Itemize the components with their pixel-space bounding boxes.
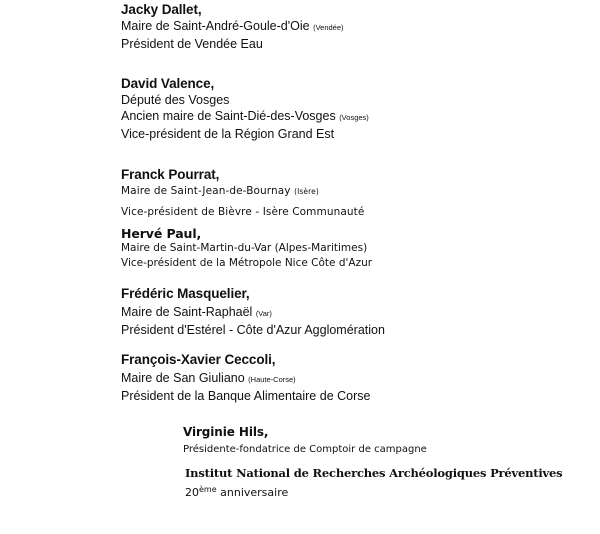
person-name: [121, 76, 369, 92]
entry-francois-xavier-ceccoli: [121, 352, 370, 404]
role-line: [121, 388, 370, 404]
person-name-text: Franck Pourrat: [121, 167, 216, 182]
entry-virginie-hils: [183, 424, 427, 458]
role-line: [121, 304, 385, 322]
role-line: [121, 204, 364, 220]
person-name-text: Virginie Hils: [183, 425, 264, 439]
name-suffix: ,: [197, 2, 202, 17]
person-name-text: François-Xavier Ceccoli: [121, 352, 272, 367]
role-line: [121, 370, 370, 388]
role-text: Maire de Saint-Raphaël: [121, 305, 253, 319]
name-suffix: ,: [215, 167, 220, 182]
person-name-text: Jacky Dallet: [121, 2, 198, 17]
role-text: Présidente-fondatrice de Comptoir de campagne: [183, 444, 427, 455]
person-name: [121, 352, 370, 368]
person-name-text: Frédéric Masquelier: [121, 286, 246, 301]
entry-frederic-masquelier: [121, 286, 385, 338]
institute-block: [185, 465, 562, 502]
anniversary-text: anniversaire: [216, 486, 289, 499]
person-name: [121, 167, 364, 183]
role-text: Maire de San Giuliano: [121, 371, 245, 385]
name-suffix: ,: [210, 76, 215, 91]
role-text: Maire de Saint-Jean-de-Bournay: [121, 185, 291, 197]
role-line: [183, 442, 427, 458]
role-text: Président d'Estérel - Côte d'Azur Agglomération: [121, 323, 385, 337]
role-line: [121, 322, 385, 338]
entry-herve-paul: [121, 226, 372, 271]
role-text: Député des Vosges: [121, 93, 230, 107]
person-name: [121, 286, 385, 302]
role-line: [121, 255, 372, 271]
role-text: Maire de Saint-Martin-du-Var (Alpes-Maritimes): [121, 242, 368, 254]
person-name-text: David Valence: [121, 76, 211, 91]
role-note: (Var): [255, 309, 272, 318]
name-suffix: ,: [263, 425, 269, 439]
role-text: Vice-président de la Métropole Nice Côte d'Azur: [121, 257, 373, 269]
role-line: [121, 183, 364, 200]
name-suffix: ,: [196, 226, 202, 241]
entry-franck-pourrat: [121, 167, 364, 220]
institute-anniversary: [185, 481, 562, 502]
role-note: (Vendée): [313, 23, 344, 32]
role-line: [121, 126, 369, 142]
role-text: Ancien maire de Saint-Dié-des-Vosges: [121, 109, 336, 123]
role-note: (Vosges): [339, 113, 369, 122]
role-text: Maire de Saint-André-Goule-d'Oie: [121, 19, 310, 33]
role-line: [121, 18, 344, 36]
person-name: [183, 424, 427, 440]
entry-david-valence: [121, 76, 369, 142]
role-text: Vice-président de Bièvre - Isère Communauté: [121, 206, 365, 218]
role-line: [121, 242, 372, 255]
person-name-text: Hervé Paul: [121, 226, 197, 241]
role-note: (Haute-Corse): [248, 375, 296, 384]
person-name: [121, 2, 344, 18]
role-line: [121, 36, 344, 52]
role-text: Président de la Banque Alimentaire de Corse: [121, 389, 371, 403]
role-text: Vice-président de la Région Grand Est: [121, 127, 335, 141]
institute-name: Institut National de Recherches Archéologiques Préventives: [185, 466, 563, 480]
person-name: [121, 226, 372, 242]
name-suffix: ,: [245, 286, 250, 301]
role-line: [121, 108, 369, 126]
name-suffix: ,: [271, 352, 276, 367]
role-note: (Isère): [294, 187, 319, 196]
entry-jacky-dallet: [121, 2, 344, 52]
anniversary-number: 20: [185, 486, 199, 499]
role-line: [121, 92, 369, 108]
role-text: Président de Vendée Eau: [121, 37, 263, 51]
anniversary-sup: ème: [199, 485, 217, 494]
